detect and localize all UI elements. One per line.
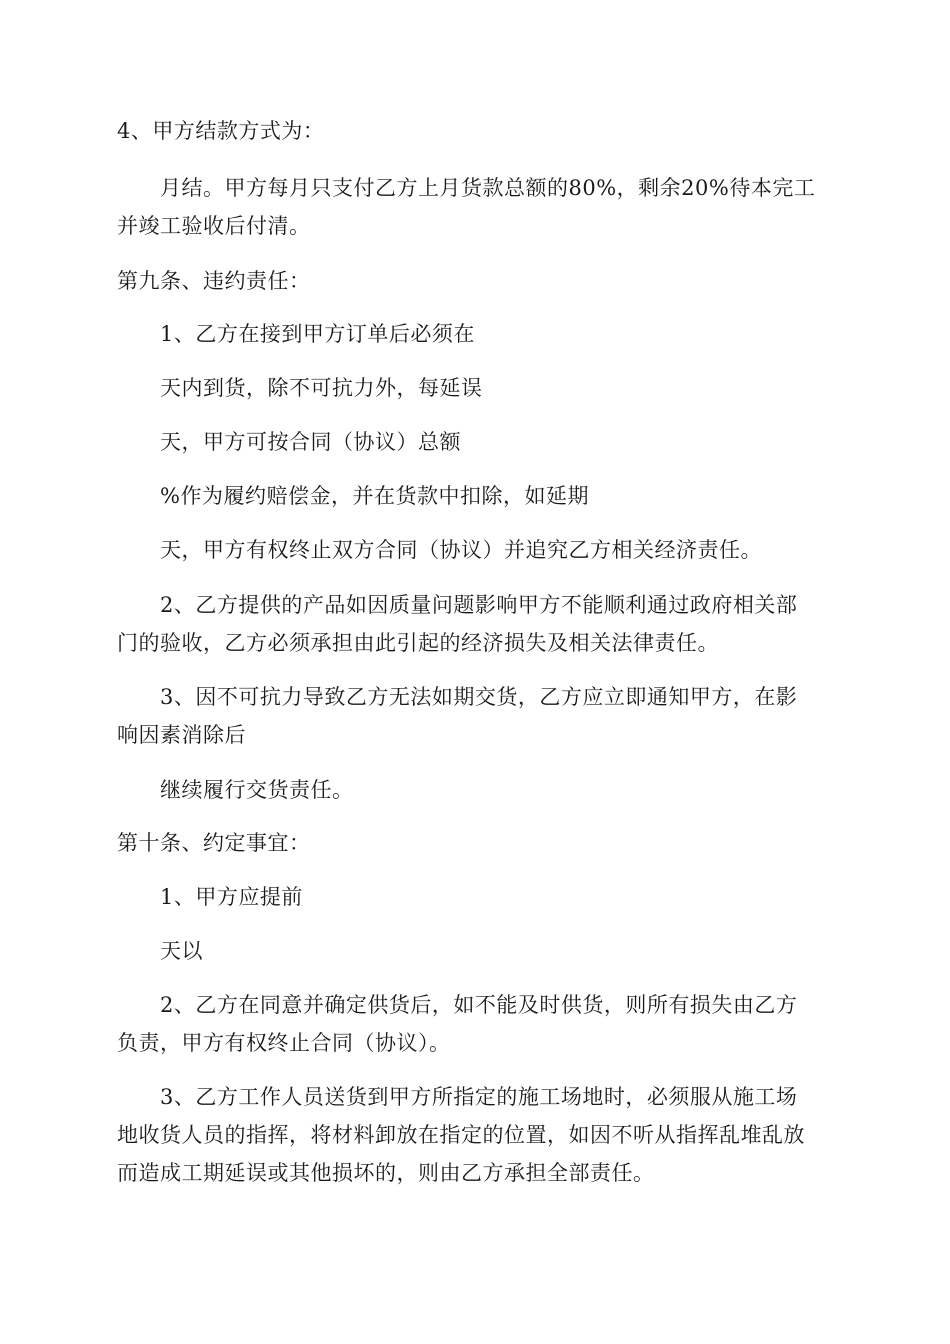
article-10-clause-3-line-3: 而造成工期延误或其他损坏的，则由乙方承担全部责任。 xyxy=(117,1161,655,1185)
article-9-heading: 第九条、违约责任： xyxy=(117,269,311,293)
article-9-clause-1-line-2: 天内到货，除不可抗力外，每延误 xyxy=(160,376,483,400)
article-9-clause-2-line-1: 2、乙方提供的产品如因质量问题影响甲方不能顺利通过政府相关部 xyxy=(160,593,798,617)
article-10-clause-3-line-1: 3、乙方工作人员送货到甲方所指定的施工场地时，必须服从施工场 xyxy=(160,1085,798,1109)
article-9-clause-1-line-1: 1、乙方在接到甲方订单后必须在 xyxy=(160,322,475,346)
article-9-clause-2-line-2: 门的验收，乙方必须承担由此引起的经济损失及相关法律责任。 xyxy=(117,631,719,655)
article-9-clause-3-line-1: 3、因不可抗力导致乙方无法如期交货，乙方应立即通知甲方，在影 xyxy=(160,685,798,709)
article-10-clause-3-line-2: 地收货人员的指挥，将材料卸放在指定的位置，如因不听从指挥乱堆乱放 xyxy=(117,1123,805,1147)
article-9-clause-3-line-3: 继续履行交货责任。 xyxy=(160,778,354,802)
article-9-clause-1-line-5: 天，甲方有权终止双方合同（协议）并追究乙方相关经济责任。 xyxy=(160,538,762,562)
payment-method-text-line-1: 月结。甲方每月只支付乙方上月货款总额的80%，剩余20%待本完工 xyxy=(160,176,816,200)
article-9-clause-1-line-4: %作为履约赔偿金，并在货款中扣除，如延期 xyxy=(160,484,589,508)
payment-method-text-line-2: 并竣工验收后付清。 xyxy=(117,214,311,238)
article-9-clause-3-line-2: 响因素消除后 xyxy=(117,723,246,747)
article-10-clause-2-line-1: 2、乙方在同意并确定供货后，如不能及时供货，则所有损失由乙方 xyxy=(160,993,798,1017)
article-10-clause-2-line-2: 负责，甲方有权终止合同（协议）。 xyxy=(117,1031,451,1055)
article-9-clause-1-line-3: 天，甲方可按合同（协议）总额 xyxy=(160,430,461,454)
article-10-clause-1-line-2: 天以 xyxy=(160,939,203,963)
article-10-clause-1-line-1: 1、甲方应提前 xyxy=(160,885,303,909)
payment-method-heading: 4、甲方结款方式为： xyxy=(117,119,325,143)
article-10-heading: 第十条、约定事宜： xyxy=(117,831,311,855)
